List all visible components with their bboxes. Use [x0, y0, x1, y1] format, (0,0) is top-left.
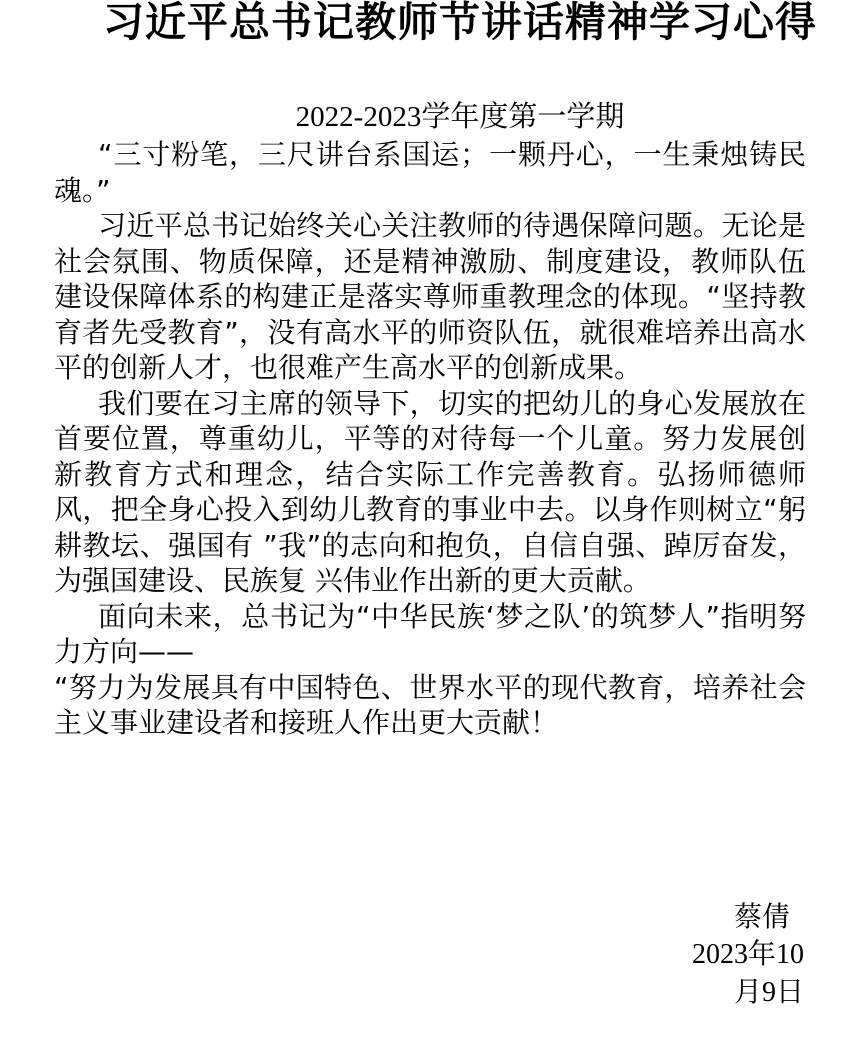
paragraph-closing-quote: “努力为发展具有中国特色、世界水平的现代教育，培养社会主义事业建设者和接班人作出更大贡献！	[54, 670, 806, 739]
date-line-2: 月9日	[733, 977, 804, 1008]
date-line-1: 2023年10	[691, 939, 804, 970]
paragraph-teacher-support: 习近平总书记始终关心关注教师的待遇保障问题。无论是社会氛围、物质保障，还是精神激励、制度建设，教师队伍建设保障体系的构建正是落实尊师重教理念的体现。“坚持教育者先受教育”，没有高水平的师资队伍，就很难培养出高水平的创新人才，也很难产生高水平的创新成果。	[54, 209, 806, 384]
author-name: 蔡倩	[733, 900, 790, 933]
document-subtitle: 2022-2023学年度第一学期	[295, 101, 625, 133]
document-body	[54, 137, 806, 741]
signature-block	[664, 898, 804, 1012]
document-title: 习近平总书记教师节讲话精神学习心得	[103, 0, 817, 46]
paragraph-quote: “三寸粉笔，三尺讲台系国运；一颗丹心，一生秉烛铸民魂。”	[54, 138, 806, 207]
paragraph-commitment: 我们要在习主席的领导下，切实的把幼儿的身心发展放在首要位置，尊重幼儿，平等的对待每一个儿童。努力发展创新教育方式和理念，结合实际工作完善教育。弘扬师德师风，把全身心投入到幼儿教育的事业中去。以身作则树立“躬耕教坛、强国有 ”我”的志向和抱负，自信自强、踔厉奋发，为强国建设、民族复 兴伟业作出新的更大贡献。	[54, 386, 806, 597]
paragraph-future: 面向未来，总书记为“中华民族‘梦之队’的筑梦人”指明努力方向——	[54, 599, 806, 668]
